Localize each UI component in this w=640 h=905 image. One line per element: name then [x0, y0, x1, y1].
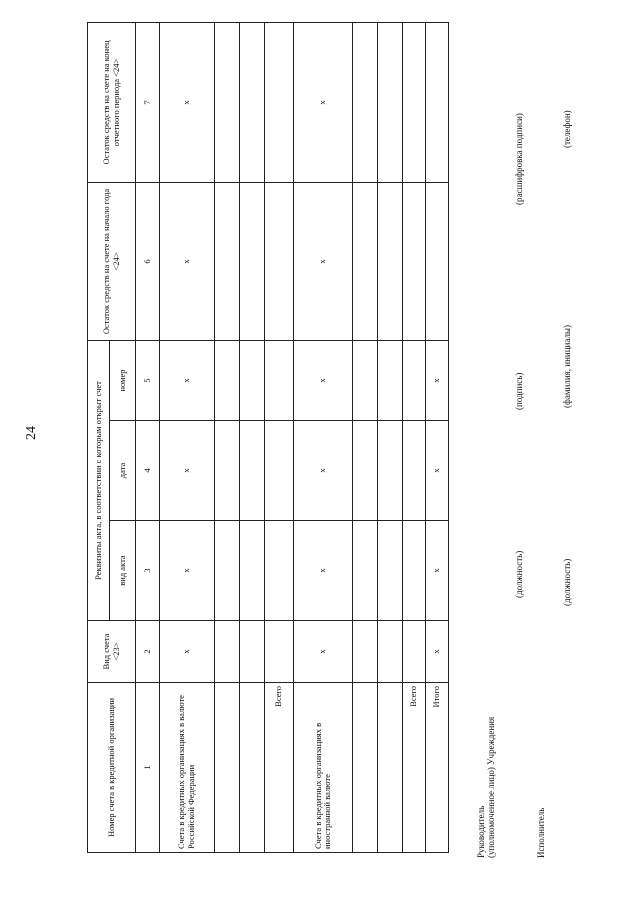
- header-balance-start: Остаток средств на счете на начало года <24>: [88, 182, 136, 340]
- row-label: [378, 683, 403, 853]
- table-cell: x: [426, 621, 449, 683]
- table-row: [294, 22, 353, 852]
- table-row: [214, 22, 239, 852]
- table-cell: [214, 521, 239, 621]
- page-number: 24: [24, 426, 39, 440]
- header-account-type: Вид счета <23>: [88, 621, 136, 683]
- row-label: Всего: [403, 683, 426, 853]
- col-number: 1: [136, 683, 160, 853]
- col-number: 6: [136, 182, 160, 340]
- table-cell: [353, 182, 378, 340]
- accounts-table: [87, 22, 449, 853]
- col-number: 7: [136, 22, 160, 182]
- table-row: [239, 22, 264, 852]
- table-cell: [264, 621, 294, 683]
- row-label: Счета в кредитных организациях в валюте Российской Федерации: [160, 683, 215, 853]
- header-act-details: Реквизиты акта, в соответствии с которым открыт счет: [88, 340, 110, 620]
- col-number: 3: [136, 521, 160, 621]
- table-cell: [264, 22, 294, 182]
- col-number: 2: [136, 621, 160, 683]
- table-cell: x: [294, 22, 353, 182]
- head-label: Руководитель: [476, 805, 486, 858]
- header-balance-end: Остаток средств на счете на конец отчетного периода <24>: [88, 22, 136, 182]
- head-decode-caption: (расшифровка подписи): [514, 113, 524, 205]
- header-act-type: вид акта: [110, 521, 136, 621]
- table-cell: [353, 340, 378, 420]
- table-row: [426, 22, 449, 852]
- table-cell: x: [294, 621, 353, 683]
- table-cell: [378, 521, 403, 621]
- table-cell: [214, 182, 239, 340]
- col-number: 5: [136, 340, 160, 420]
- table-cell: [353, 621, 378, 683]
- table-cell: [239, 621, 264, 683]
- table-cell: x: [160, 22, 215, 182]
- table-cell: x: [426, 521, 449, 621]
- head-position-caption: (должность): [514, 550, 524, 598]
- table-cell: x: [294, 521, 353, 621]
- table-cell: [378, 22, 403, 182]
- table-cell: [378, 621, 403, 683]
- table-cell: [426, 22, 449, 182]
- table-cell: [264, 421, 294, 521]
- table-row: [353, 22, 378, 852]
- table-cell: [264, 340, 294, 420]
- row-label: Итого: [426, 683, 449, 853]
- table-cell: x: [160, 621, 215, 683]
- table-cell: [426, 182, 449, 340]
- row-label: [239, 683, 264, 853]
- table-cell: x: [294, 421, 353, 521]
- table-cell: [239, 421, 264, 521]
- accounts-table-sheet: [87, 23, 449, 853]
- table-row: [160, 22, 215, 852]
- table-cell: [353, 22, 378, 182]
- table-cell: [403, 22, 426, 182]
- table-cell: x: [160, 182, 215, 340]
- table-cell: [214, 421, 239, 521]
- header-account-number: Номер счета в кредитной организации: [88, 683, 136, 853]
- table-cell: x: [426, 421, 449, 521]
- table-cell: x: [160, 340, 215, 420]
- table-cell: x: [294, 182, 353, 340]
- table-cell: [239, 182, 264, 340]
- header-act-date: дата: [110, 421, 136, 521]
- table-cell: [378, 421, 403, 521]
- table-cell: [378, 340, 403, 420]
- table-cell: x: [294, 340, 353, 420]
- table-cell: [239, 521, 264, 621]
- table-cell: [353, 421, 378, 521]
- col-number: 4: [136, 421, 160, 521]
- table-cell: [403, 182, 426, 340]
- table-cell: [214, 22, 239, 182]
- table-cell: [214, 340, 239, 420]
- row-label: [214, 683, 239, 853]
- table-cell: x: [426, 340, 449, 420]
- executor-name-caption: (фамилия, инициалы): [562, 325, 572, 408]
- table-cell: x: [160, 421, 215, 521]
- row-label: Счета в кредитных организациях в иностранной валюте: [294, 683, 353, 853]
- table-row: [378, 22, 403, 852]
- table-cell: [403, 621, 426, 683]
- table-cell: [403, 340, 426, 420]
- table-cell: [239, 22, 264, 182]
- table-cell: [403, 521, 426, 621]
- table-cell: [378, 182, 403, 340]
- executor-label: Исполнитель: [536, 807, 546, 858]
- executor-position-caption: (должность): [562, 558, 572, 606]
- head-label-2: (уполномоченное лицо) Учреждения: [486, 716, 496, 858]
- table-cell: [403, 421, 426, 521]
- table-cell: [264, 182, 294, 340]
- table-row: [403, 22, 426, 852]
- table-row: [264, 22, 294, 852]
- header-act-number: номер: [110, 340, 136, 420]
- row-label: Всего: [264, 683, 294, 853]
- table-cell: [264, 521, 294, 621]
- row-label: [353, 683, 378, 853]
- head-signature-caption: (подпись): [514, 372, 524, 410]
- table-cell: [239, 340, 264, 420]
- table-cell: x: [160, 521, 215, 621]
- table-cell: [214, 621, 239, 683]
- table-cell: [353, 521, 378, 621]
- executor-phone-caption: (телефон): [562, 110, 572, 148]
